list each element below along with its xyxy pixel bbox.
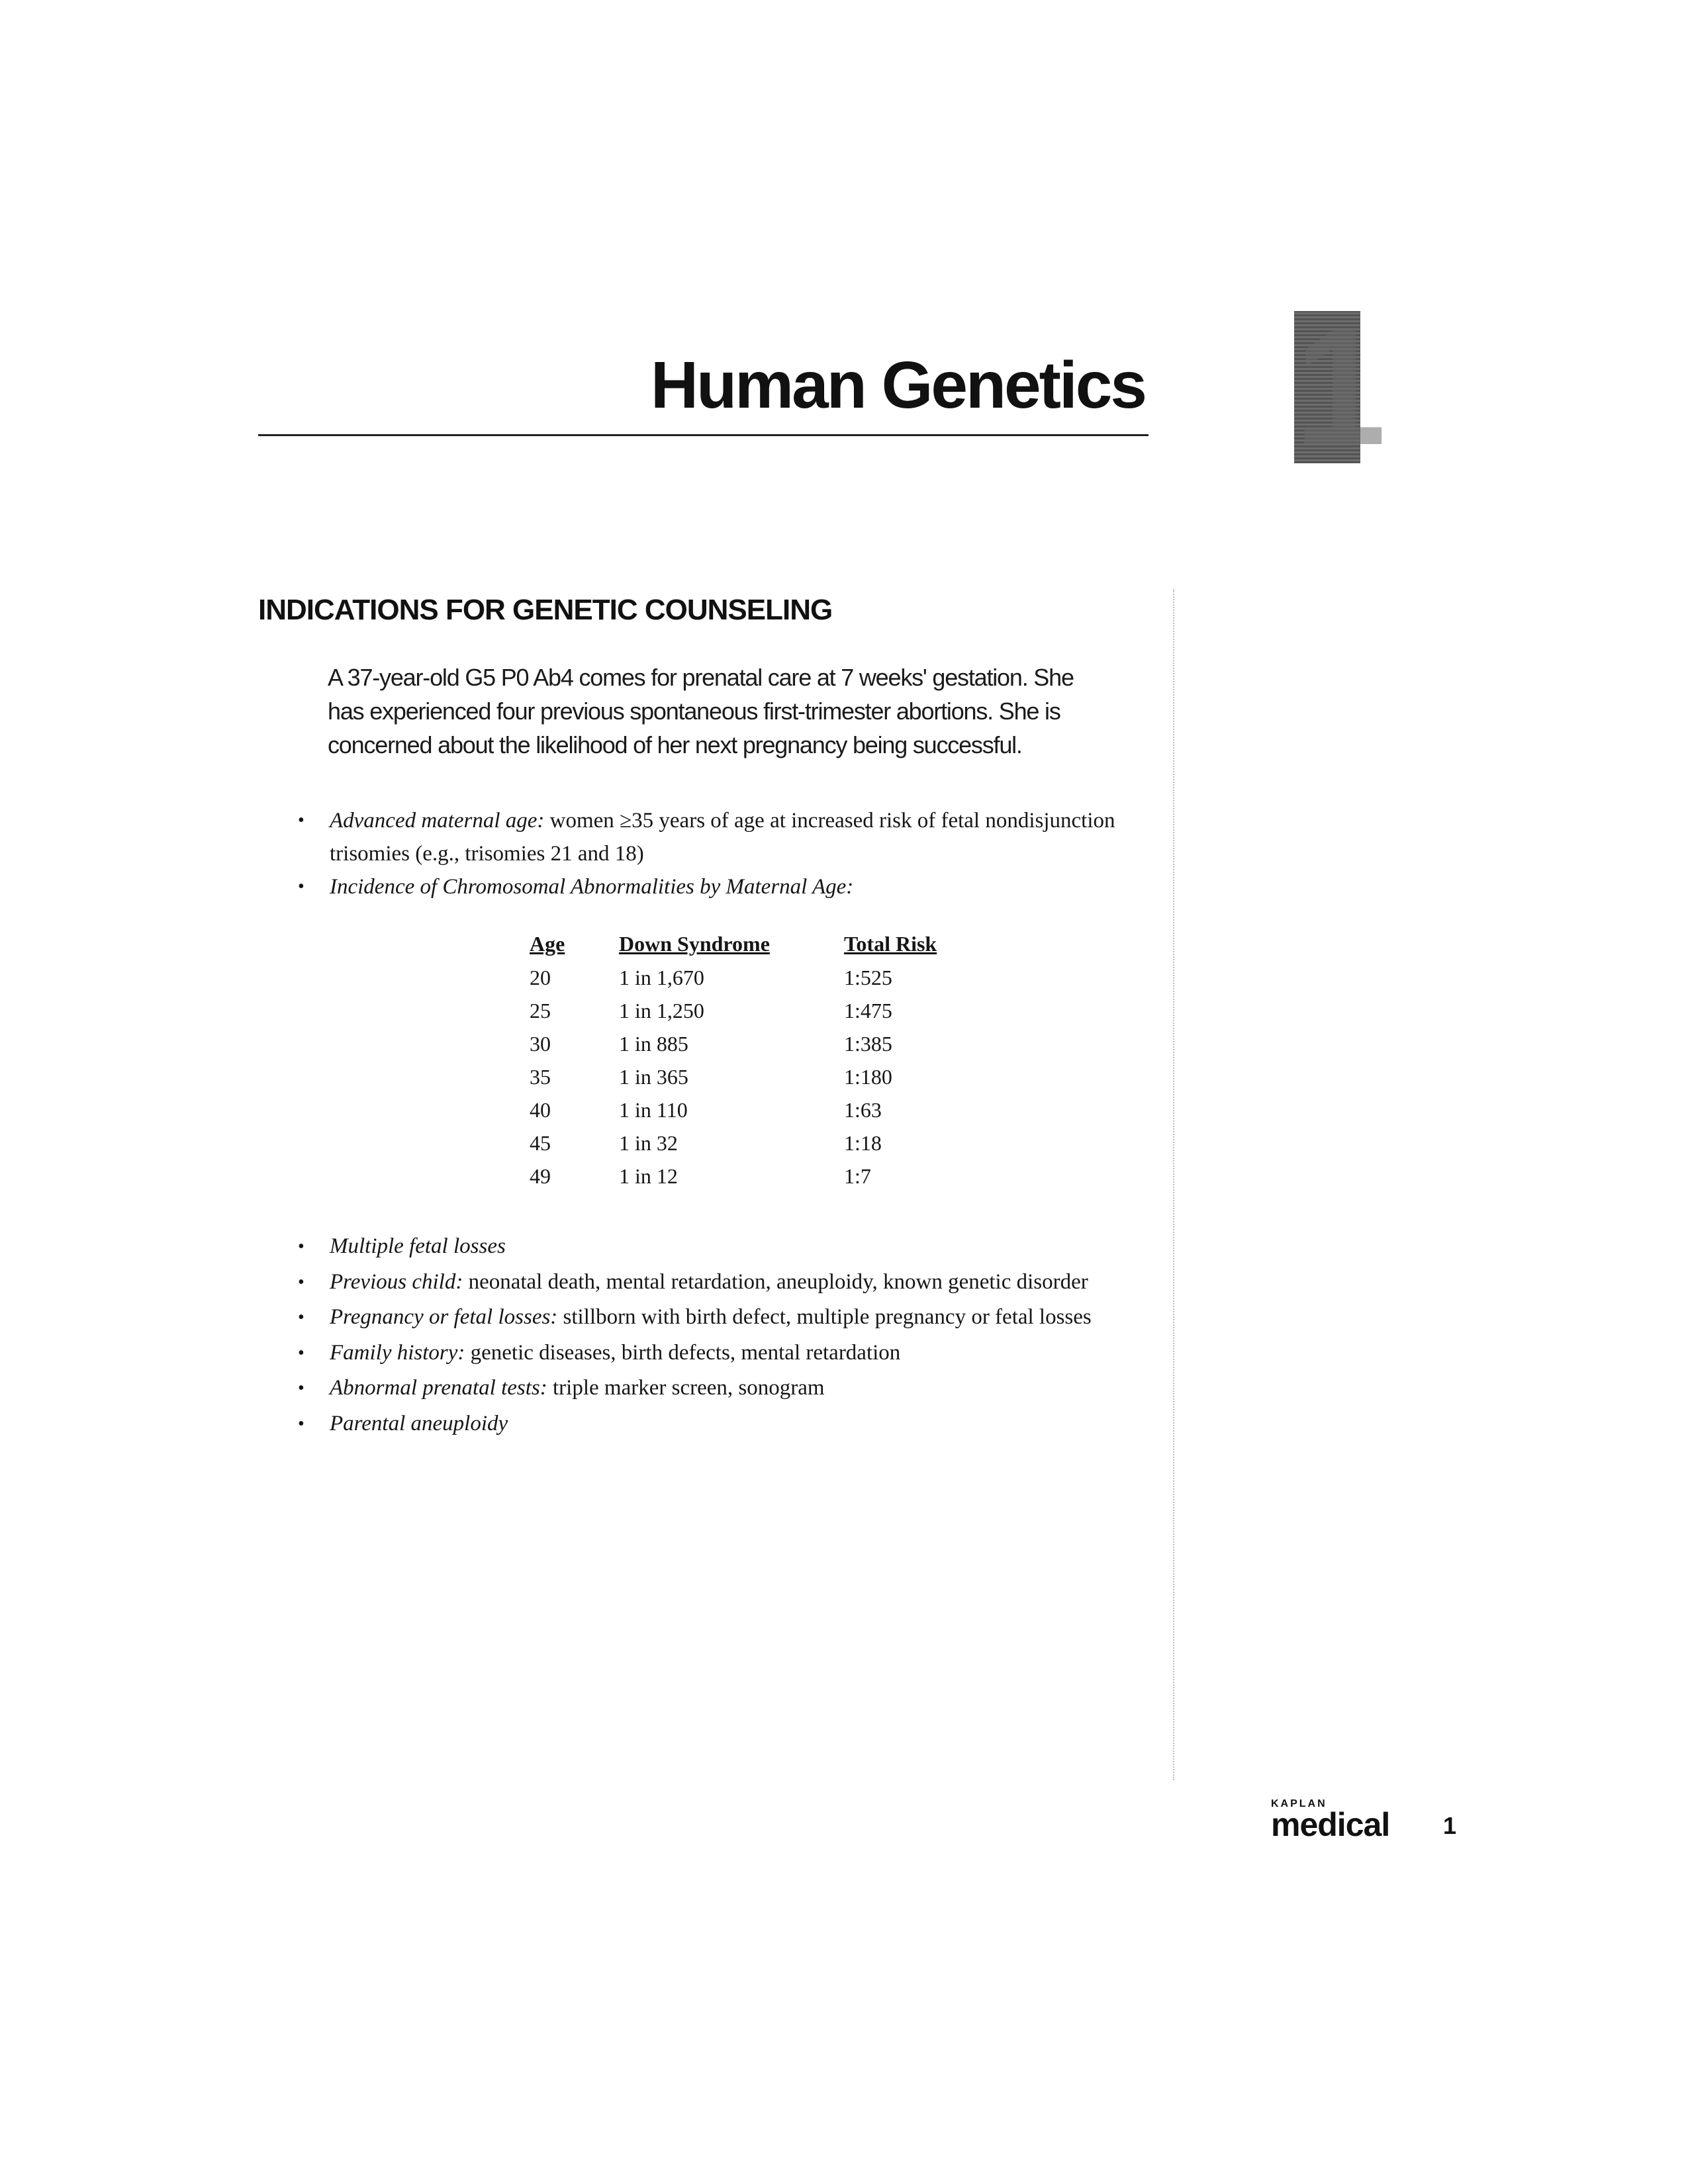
kaplan-medical-logo [1271, 1798, 1403, 1843]
column-header-total-risk: Total Risk [844, 931, 937, 956]
margin-divider [1173, 589, 1174, 1780]
age-cell: 45 [530, 1130, 551, 1155]
total-risk-cell: 1:525 [844, 965, 892, 989]
age-cell: 40 [530, 1097, 551, 1122]
maternal-age-risk-table [530, 927, 976, 1193]
table-row [530, 1126, 976, 1160]
age-cell: 30 [530, 1031, 551, 1056]
chapter-number-tab [1294, 295, 1387, 479]
bullet-abnormal-prenatal-tests [298, 1371, 1172, 1406]
chapter-title-rule [258, 434, 1149, 436]
column-header-down-syndrome: Down Syndrome [619, 931, 770, 956]
age-cell: 20 [530, 965, 551, 989]
bullet-text: genetic diseases, birth defects, mental retardation [465, 1340, 901, 1365]
case-vignette: A 37-year-old G5 P0 Ab4 comes for prenatal care at 7 weeks' gestation. She has experienced four previous spontaneous first-trimester abortions. She is concerned about the likelihood of her next pregnancy being successful. [328, 664, 1074, 758]
table-row [530, 1160, 976, 1193]
bullet-term: Family history: [330, 1340, 465, 1365]
total-risk-cell: 1:63 [844, 1097, 882, 1122]
down-syndrome-cell: 1 in 1,250 [619, 998, 704, 1023]
bullet-previous-child [298, 1265, 1172, 1300]
down-syndrome-cell: 1 in 365 [619, 1064, 688, 1089]
down-syndrome-cell: 1 in 1,670 [619, 965, 704, 989]
total-risk-cell: 1:180 [844, 1064, 892, 1089]
bullet-term: Incidence of Chromosomal Abnormalities by Maternal Age: [330, 875, 854, 899]
table-row [530, 1093, 976, 1126]
bullet-incidence-table-caption [298, 870, 1172, 903]
down-syndrome-cell: 1 in 885 [619, 1031, 688, 1056]
bullet-term: Advanced maternal age: [330, 809, 545, 833]
total-risk-cell: 1:475 [844, 998, 892, 1023]
table-row [530, 1027, 976, 1060]
bullet-term: Multiple fetal losses [330, 1234, 506, 1258]
bullet-multiple-fetal-losses [298, 1229, 1172, 1265]
bullet-advanced-maternal-age [298, 804, 1172, 870]
bullet-term: Abnormal prenatal tests: [330, 1376, 547, 1400]
bullet-term: Previous child: [330, 1269, 463, 1294]
age-cell: 25 [530, 998, 551, 1023]
down-syndrome-cell: 1 in 12 [619, 1163, 678, 1188]
total-risk-cell: 1:385 [844, 1031, 892, 1056]
bullet-pregnancy-fetal-losses [298, 1300, 1172, 1336]
table-header-row [530, 927, 976, 961]
chapter-number: 1 [1294, 295, 1387, 479]
table-row [530, 961, 976, 994]
table-row [530, 1060, 976, 1093]
logo-brand-bottom: medical [1271, 1806, 1390, 1843]
chapter-title: Human Genetics [650, 348, 1145, 422]
indications-list [298, 804, 1172, 903]
bullet-term: Pregnancy or fetal losses: [330, 1305, 558, 1329]
bullet-text: neonatal death, mental retardation, aneuploidy, known genetic disorder [463, 1269, 1088, 1294]
page-number: 1 [1443, 1812, 1457, 1839]
bullet-family-history [298, 1336, 1172, 1371]
bullet-text: stillborn with birth defect, multiple pregnancy or fetal losses [557, 1305, 1092, 1329]
total-risk-cell: 1:7 [844, 1163, 871, 1188]
bullet-parental-aneuploidy [298, 1406, 1172, 1442]
down-syndrome-cell: 1 in 110 [619, 1097, 688, 1122]
table-row [530, 994, 976, 1027]
down-syndrome-cell: 1 in 32 [619, 1130, 678, 1155]
bullet-text: triple marker screen, sonogram [547, 1376, 825, 1400]
age-cell: 49 [530, 1163, 551, 1188]
indications-list-continued [298, 1229, 1172, 1441]
bullet-term: Parental aneuploidy [330, 1411, 508, 1435]
column-header-age: Age [530, 931, 565, 956]
bullet-text: women ≥35 years of age at increased risk of fetal nondisjunction trisomies (e.g., trisomies 21 and 18) [330, 809, 1115, 866]
total-risk-cell: 1:18 [844, 1130, 882, 1155]
logo-brand-top: KAPLAN [1271, 1798, 1327, 1809]
section-heading: INDICATIONS FOR GENETIC COUNSELING [258, 594, 833, 626]
age-cell: 35 [530, 1064, 551, 1089]
